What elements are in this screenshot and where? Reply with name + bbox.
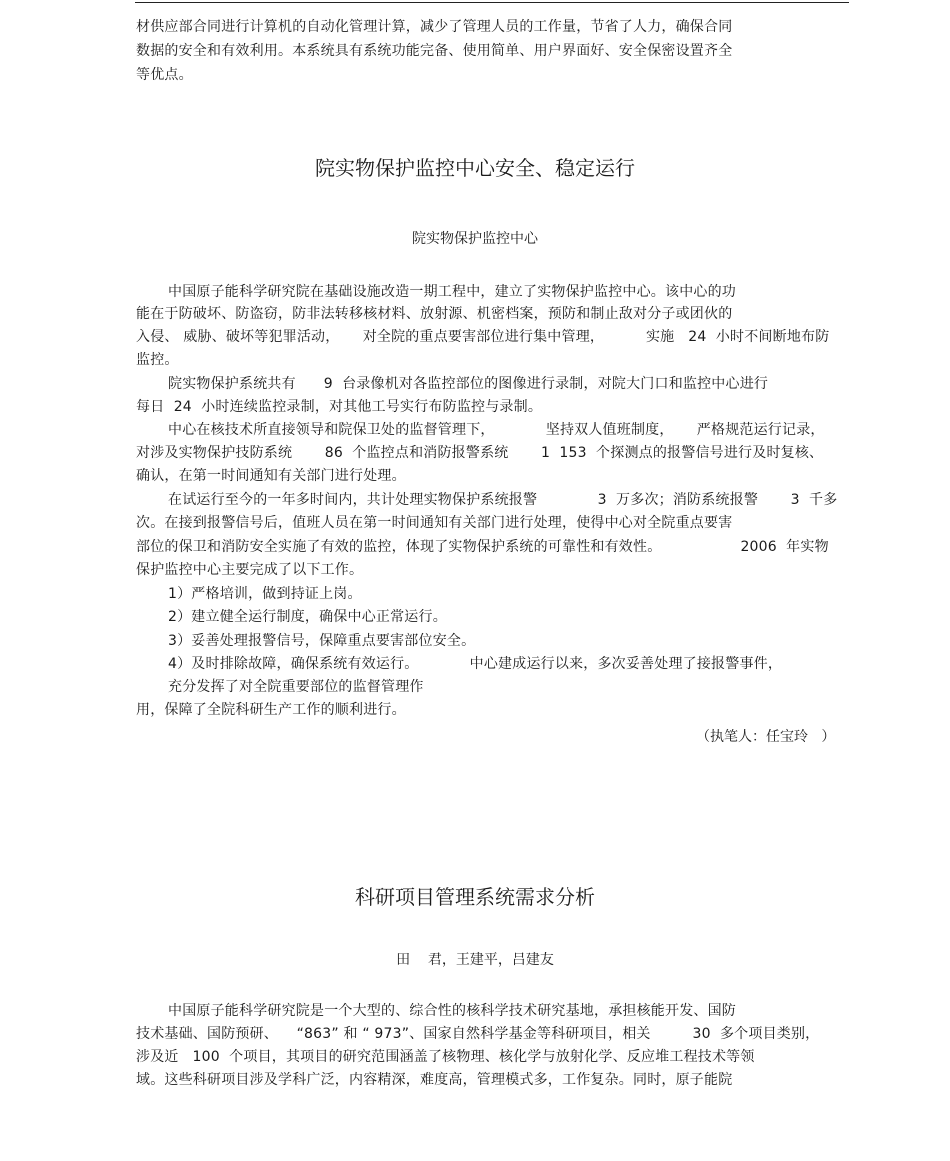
text-line: 用，保障了全院科研生产工作的顺利进行。 (136, 702, 406, 718)
text-line: 涉及近 100 个项目，其项目的研究范围涵盖了核物理、核化学与放射化学、反应堆工程技术等领 (136, 1049, 755, 1065)
top-rule (135, 2, 849, 3)
text-line: 对涉及实物保护技防系统 86 个监控点和消防报警系统 1 153 个探测点的报警信号进行及时复核、 (136, 445, 824, 461)
text-line: 监控。 (136, 352, 179, 368)
text-line: 材供应部合同进行计算机的自动化管理计算，减少了管理人员的工作量，节省了人力，确保合同 (136, 19, 733, 35)
text-line: 院实物保护系统共有 9 台录像机对各监控部位的图像进行录制，对院大门口和监控中心进行 (168, 376, 769, 392)
article-title: 院实物保护监控中心安全、稳定运行 (315, 156, 635, 180)
text-line: 中国原子能科学研究院在基础设施改造一期工程中，建立了实物保护监控中心。该中心的功 (168, 284, 736, 300)
text-line: 中心在核技术所直接领导和院保卫处的监督管理下， 坚持双人值班制度， 严格规范运行记录， (168, 422, 825, 438)
article-authors: 田 君，王建平，吕建友 (396, 952, 554, 968)
list-item: 1）严格培训，做到持证上岗。 (168, 586, 362, 602)
text-line: 能在于防破坏、防盗窃，防非法转移核材料、放射源、机密档案，预防和制止敌对分子或团伙的 (136, 306, 733, 322)
text-line: 确认，在第一时间通知有关部门进行处理。 (136, 468, 406, 484)
text-line: 充分发挥了对全院重要部位的监督管理作 (168, 679, 424, 695)
list-item: 3）妥善处理报警信号，保障重点要害部位安全。 (168, 633, 476, 649)
text-line: 在试运行至今的一年多时间内，共计处理实物保护系统报警 3 万多次；消防系统报警 3 千多 (168, 492, 838, 508)
text-line: 数据的安全和有效利用。本系统具有系统功能完备、使用简单、用户界面好、安全保密设置齐全 (136, 43, 733, 59)
article-signature: （执笔人：任宝玲 ） (696, 729, 836, 745)
text-line: 部位的保卫和消防安全实施了有效的监控，体现了实物保护系统的可靠性和有效性。 2006 年实物 (136, 539, 829, 555)
text-line: 中国原子能科学研究院是一个大型的、综合性的核科学技术研究基地，承担核能开发、国防 (168, 1003, 736, 1019)
list-item: 2）建立健全运行制度，确保中心正常运行。 (168, 609, 447, 625)
text-line: 域。这些科研项目涉及学科广泛，内容精深，难度高，管理模式多，工作复杂。同时，原子能院 (136, 1072, 733, 1088)
list-item: 4）及时排除故障，确保系统有效运行。 中心建成运行以来，多次妥善处理了接报警事件， (168, 656, 783, 672)
text-line: 保护监控中心主要完成了以下工作。 (136, 562, 364, 578)
text-line: 技术基础、国防预研、 “863” 和 “ 973”、国家自然科学基金等科研项目，相关 30 多个项目类别， (136, 1026, 820, 1042)
text-line: 每日 24 小时连续监控录制，对其他工号实行布防监控与录制。 (136, 399, 543, 415)
article-author: 院实物保护监控中心 (412, 231, 538, 247)
article-title: 科研项目管理系统需求分析 (355, 885, 595, 909)
text-line: 次。在接到报警信号后，值班人员在第一时间通知有关部门进行处理，使得中心对全院重点要害 (136, 515, 733, 531)
text-line: 入侵、 威胁、破坏等犯罪活动， 对全院的重点要害部位进行集中管理， 实施 24 小时不间断地布防 (136, 329, 830, 345)
text-line: 等优点。 (136, 67, 193, 83)
